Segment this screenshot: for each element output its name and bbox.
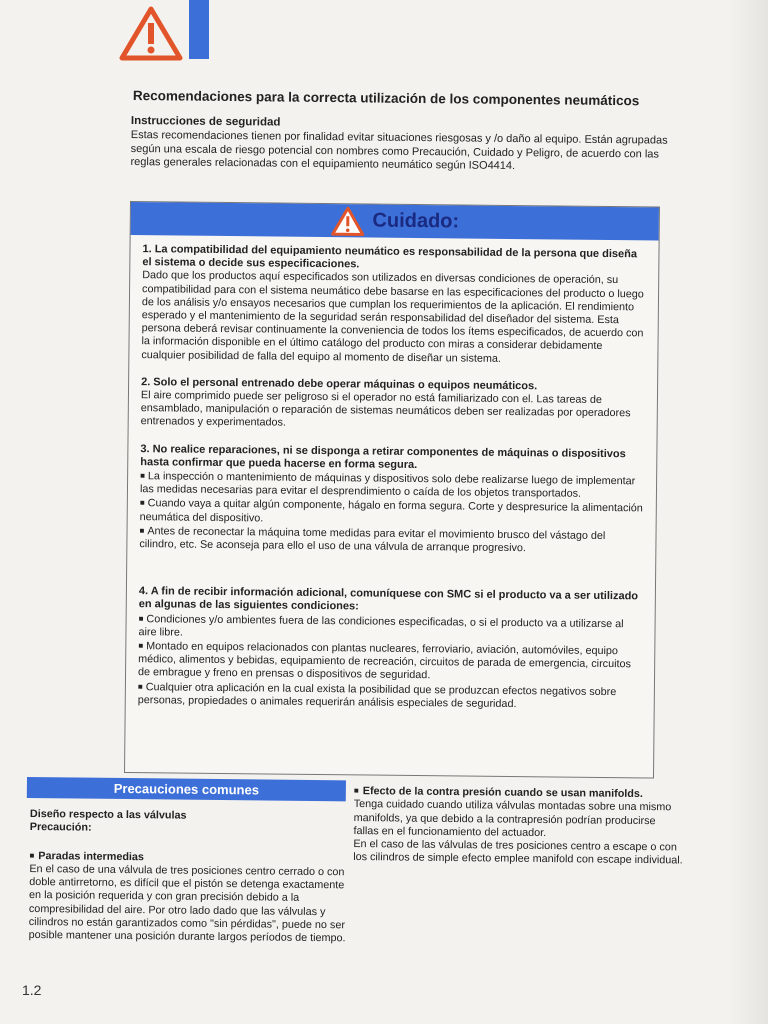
caution-section-4 [138, 585, 643, 712]
precautions-bar: Precauciones comunes [27, 777, 346, 801]
intro-text: Estas recomendaciones tienen por finalidad evitar situaciones riesgosas y /o daño al equipo. Están agrupadas según una escala de riesgo potencial con nombres como Precaución, Cuidado y Peligro, de acuerdo con las reglas generales relacionadas con el equipamiento neumático según ISO4414. [130, 128, 668, 173]
list-item: ■ La inspección o mantenimiento de máquinas y dispositivos solo debe realizarse luego de implementar las medidas necesarias para evitar el desprendimiento o caída de los objetos transportados. [140, 469, 644, 502]
valves-design-heading: Diseño respecto a las válvulas [29, 808, 187, 822]
caution-body [126, 235, 659, 713]
precaution-label: Precaución: [29, 821, 92, 834]
section-title: 2. Solo el personal entrenado debe operar máquinas o equipos neumáticos. [141, 375, 538, 393]
page-number: 1.2 [22, 982, 42, 998]
backpressure-heading: ■ Efecto de la contra presión cuando se usan manifolds. [354, 784, 684, 802]
list-item: ■ Antes de reconectar la máquina tome medidas para evitar el movimiento brusco del vástago del cilindro, etc. Se aconseja para ello el uso de una válvula de arranque progresivo. [139, 524, 643, 557]
section-text: El aire comprimido puede ser peligroso si el operador no está familiarizado con el. Las tareas de ensamblado, manipulación o reparación de sistemas neumáticos deben ser realizadas por operadores entrenados y experimentados. [140, 389, 631, 430]
intro-section [130, 115, 671, 176]
caution-title: Cuidado: [372, 209, 460, 233]
list-item: ■ Montado en equipos relacionados con plantas nucleares, ferroviario, aviación, automóviles, equipo médico, alimentos y bebidas, equipamiento de recreación, circuitos de parada de emergencia, circuitos de embrague y freno en prensas o dispositivos de seguridad. [138, 639, 642, 685]
backpressure-text-1: Tenga cuidado cuando utiliza válvulas montadas sobre una mismo manifolds, ya que debido a la contrapresión podrían producirse fallas en el funcionamiento del actuador. [353, 798, 672, 839]
caution-box [124, 201, 660, 779]
page-title: Recomendaciones para la correcta utilización de los componentes neumáticos [132, 88, 640, 109]
intro-heading: Instrucciones de seguridad [130, 115, 281, 129]
section-title: 4. A fin de recibir información adicional, comuníquese con SMC si el producto va a ser utilizado en algunas de las siguientes condiciones: [138, 585, 639, 613]
caution-warning-icon [330, 206, 364, 236]
caution-section-2 [141, 376, 646, 434]
backpressure-text-2: En el caso de las válvulas de tres posiciones centro a escape o con los cilindros de simple efecto emplee manifold con escape individual. [353, 838, 683, 867]
section-title: 3. No realice reparaciones, ni se disponga a retirar componentes de máquinas o dispositivos hasta confirmar que pueda hacerse en forma segura. [140, 442, 626, 471]
caution-section-3 [139, 443, 644, 557]
section-text: Dado que los productos aquí especificados son utilizados en diversas condiciones de operación, su compatibilidad para con el sistema neumático debe basarse en las especificaciones del producto o luego de los análisis y/o ensayos necesarios que cumplan los requerimientos de la aplicación. El rendimiento esperado y el mantenimiento de la seguridad serán responsabilidad del diseñador del sistema. Esta persona deberá revisar continuamente la conveniencia de todos los ítems especificados, de acuerdo con la información disponible en el último catálogo del producto con miras a considerar debidamente cualquier posibilidad de falla del equipo al momento de diseñar un sistema. [141, 269, 644, 365]
intermediate-stops-heading: ■ Paradas intermedias [29, 849, 351, 867]
list-item: ■ Condiciones y/o ambientes fuera de las condiciones especificadas, o si el producto va a utilizarse al aire libre. [138, 612, 642, 645]
precautions-right-column [353, 784, 684, 868]
page-edge-shadow [728, 0, 768, 1024]
warning-triangle-icon [118, 4, 184, 62]
precautions-left-column [29, 808, 352, 946]
list-item: ■ Cuando vaya a quitar algún componente, hágalo en forma segura. Corte y despresurice la alimentación neumática del dispositivo. [140, 497, 644, 530]
intermediate-stops-text: En el caso de una válvula de tres posiciones centro cerrado o con doble antirretorno, es difícil que el pistón se detenga exactamente en la posición requerida y con gran precisión debido a la compresibilidad del aire. Por otro lado dado que las válvulas y cilindros no están garantizados como "sin pérdidas", puede no ser posible mantener una posición durante largos períodos de tiempo. [28, 862, 346, 945]
list-item: ■ Cualquier otra aplicación en la cual exista la posibilidad que se produzcan efectos negativos sobre personas, propiedades o animales requerirán análisis especiales de seguridad. [138, 680, 642, 713]
caution-header [131, 202, 659, 241]
top-accent-bar [189, 0, 209, 59]
caution-section-1 [141, 243, 646, 367]
section-title: 1. La compatibilidad del equipamiento neumático es responsabilidad de la persona que diseña el sistema o decide sus especificaciones. [142, 243, 638, 271]
